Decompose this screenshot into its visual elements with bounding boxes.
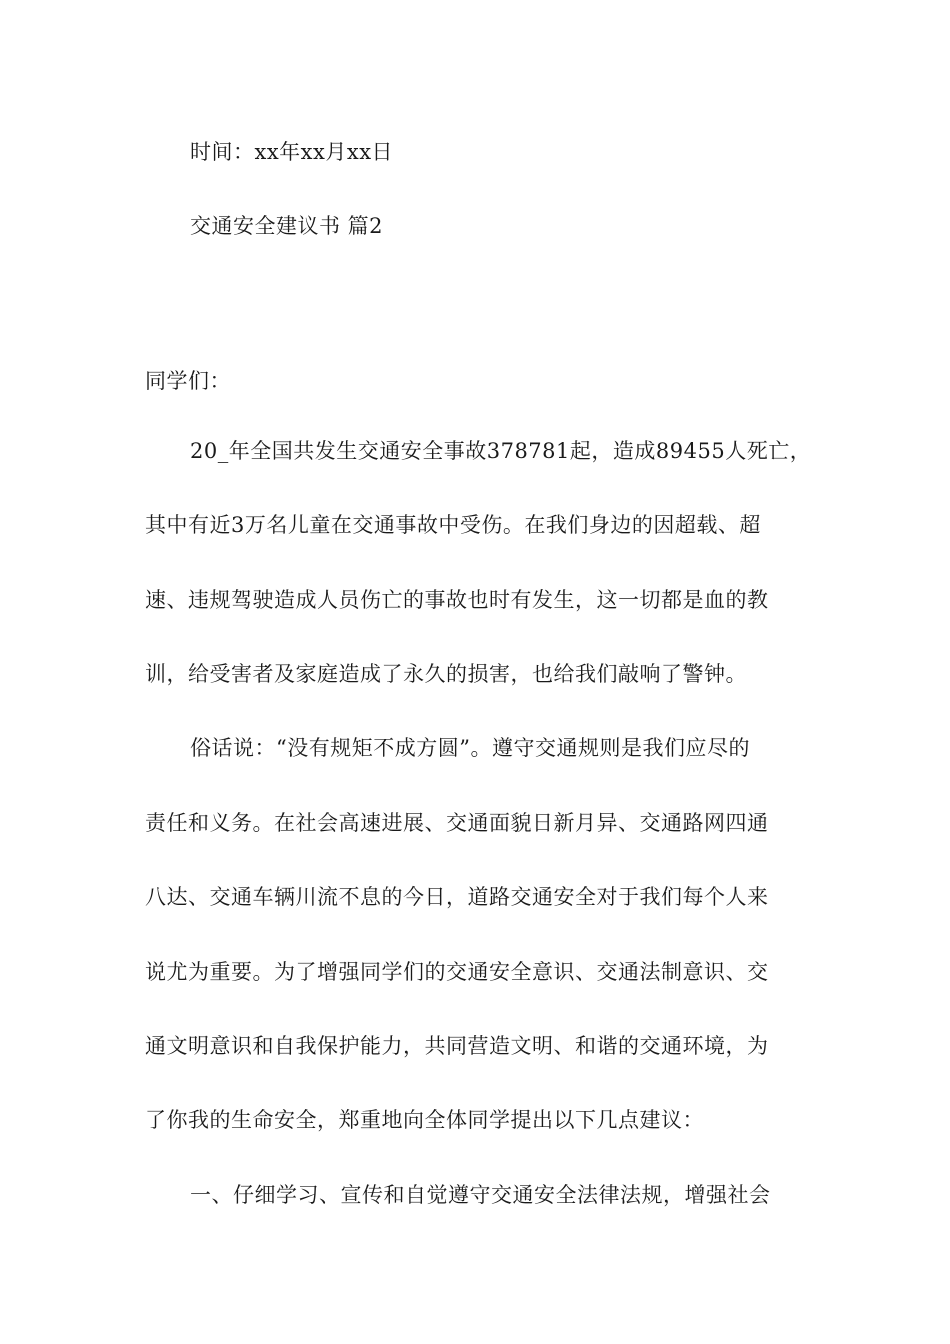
paragraph-line: 速、违规驾驶造成人员伤亡的事故也时有发生，这一切都是血的教	[145, 588, 769, 612]
paragraph-line: 训，给受害者及家庭造成了永久的损害，也给我们敲响了警钟。	[145, 662, 747, 686]
paragraph-line: 其中有近3万名儿童在交通事故中受伤。在我们身边的因超载、超	[145, 513, 761, 537]
paragraph-line: 俗话说：“没有规矩不成方圆”。遵守交通规则是我们应尽的	[190, 736, 750, 760]
paragraph-line: 一、仔细学习、宣传和自觉遵守交通安全法律法规，增强社会	[190, 1183, 771, 1207]
salutation: 同学们：	[145, 369, 231, 393]
paragraph-line: 通文明意识和自我保护能力，共同营造文明、和谐的交通环境，为	[145, 1034, 769, 1058]
paragraph-line: 八达、交通车辆川流不息的今日，道路交通安全对于我们每个人来	[145, 885, 769, 909]
paragraph-line: 说尤为重要。为了增强同学们的交通安全意识、交通法制意识、交	[145, 960, 769, 984]
paragraph-line: 责任和义务。在社会高速进展、交通面貌日新月异、交通路网四通	[145, 811, 769, 835]
section-heading: 交通安全建议书 篇2	[190, 214, 384, 238]
date-line: 时间：xx年xx月xx日	[190, 140, 394, 164]
paragraph-line: 20_年全国共发生交通安全事故378781起，造成89455人死亡，	[190, 439, 812, 463]
paragraph-line: 了你我的生命安全，郑重地向全体同学提出以下几点建议：	[145, 1108, 704, 1132]
